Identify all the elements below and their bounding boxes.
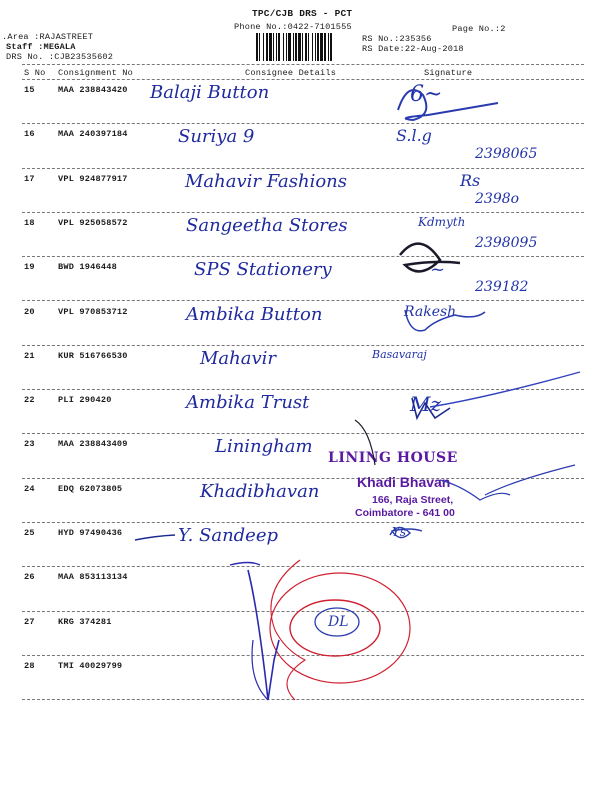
row-signature: Ys bbox=[392, 525, 407, 539]
row-consignment-number: PLI 290420 bbox=[58, 395, 112, 406]
row-consignee-handwritten: Sangeetha Stores bbox=[186, 214, 348, 236]
row-signature: 6~ bbox=[410, 82, 443, 107]
page-number: Page No.:2 bbox=[452, 24, 506, 34]
row-signature-note: 2398065 bbox=[475, 146, 538, 163]
row-signature: Rakesh bbox=[404, 303, 457, 320]
row-signature-note: 2398095 bbox=[475, 234, 538, 251]
row-signature: Rs bbox=[460, 170, 481, 190]
row-consignment-number: MAA 238843409 bbox=[58, 439, 128, 450]
row-sno: 25 bbox=[24, 528, 35, 538]
rs-date: RS Date:22-Aug-2018 bbox=[362, 44, 464, 54]
row-sno: 26 bbox=[24, 572, 35, 583]
row-consignment-number: VPL 970853712 bbox=[58, 306, 128, 317]
row-signature: S.l.g bbox=[396, 126, 432, 146]
row-consignee-handwritten: Y. Sandeep bbox=[178, 525, 279, 546]
phone-number: Phone No.:0422-7101555 bbox=[234, 22, 352, 32]
row-sno: 18 bbox=[24, 217, 35, 228]
column-header-sno: S No bbox=[24, 68, 46, 78]
row-consignment-number: KUR 516766530 bbox=[58, 350, 128, 361]
staff-label: Staff :MEGALA bbox=[6, 42, 76, 52]
row-signature-note: 2398o bbox=[475, 190, 520, 207]
row-sno: 24 bbox=[24, 483, 35, 494]
row-consignment-number: EDQ 62073805 bbox=[58, 483, 123, 494]
row-consignment-number: VPL 925058572 bbox=[58, 217, 128, 228]
row-consignment-number: MAA 238843420 bbox=[58, 85, 128, 95]
stamp-subtitle: Khadi Bhavan bbox=[357, 474, 451, 490]
row-signature: Kdmyth bbox=[418, 214, 466, 229]
row-consignee-handwritten: Mahavir Fashions bbox=[185, 170, 347, 192]
row-consignee-handwritten: Balaji Button bbox=[150, 82, 270, 103]
column-header-signature: Signature bbox=[424, 68, 473, 78]
row-consignee-handwritten: Mahavir bbox=[200, 347, 277, 369]
row-consignment-number: VPL 924877917 bbox=[58, 173, 128, 184]
area-label: .Area :RAJASTREET bbox=[2, 32, 94, 42]
row-consignee-handwritten: Liningham bbox=[215, 436, 313, 458]
row-sno: 23 bbox=[24, 439, 35, 450]
row-consignment-number: MAA 853113134 bbox=[58, 572, 128, 583]
document-title: TPC/CJB DRS - PCT bbox=[252, 8, 353, 19]
column-header-consignment: Consignment No bbox=[58, 68, 133, 78]
row-sno: 20 bbox=[24, 306, 35, 317]
row-sno: 21 bbox=[24, 350, 35, 361]
row-signature: Basavaraj bbox=[372, 347, 427, 361]
stamp-business-name: LINING HOUSE bbox=[328, 450, 458, 466]
row-consignee-handwritten: Suriya 9 bbox=[178, 126, 255, 148]
row-consignee-handwritten: Ambika Button bbox=[186, 303, 323, 325]
row-consignee-handwritten: Ambika Trust bbox=[186, 392, 310, 414]
row-consignment-number: BWD 1946448 bbox=[58, 262, 117, 273]
drs-number: DRS No. :CJB23535602 bbox=[6, 52, 114, 62]
row-sno: 19 bbox=[24, 262, 35, 273]
stamp-address: 166, Raja Street, bbox=[372, 494, 454, 506]
row-sno: 15 bbox=[24, 85, 35, 95]
row-signature: Mz bbox=[410, 392, 442, 417]
column-header-consignee: Consignee Details bbox=[245, 68, 337, 78]
row-sno: 17 bbox=[24, 173, 35, 184]
row-sno: 28 bbox=[24, 660, 35, 671]
circle-mark: DL bbox=[328, 614, 349, 630]
rs-number: RS No.:235356 bbox=[362, 34, 432, 44]
stamp-city: Coimbatore - 641 00 bbox=[355, 507, 455, 519]
row-sno: 22 bbox=[24, 395, 35, 406]
row-sno: 16 bbox=[24, 129, 35, 140]
row-consignment-number: TMI 40029799 bbox=[58, 660, 123, 671]
row-consignee-handwritten: SPS Stationery bbox=[194, 259, 332, 281]
row-consignment-number: KRG 374281 bbox=[58, 616, 112, 627]
row-sno: 27 bbox=[24, 616, 35, 627]
row-consignment-number: HYD 97490436 bbox=[58, 528, 123, 538]
row-signature-note: 239182 bbox=[475, 279, 529, 296]
row-signature: ~ bbox=[430, 259, 446, 281]
row-consignee-handwritten: Khadibhavan bbox=[200, 480, 320, 502]
row-consignment-number: MAA 240397184 bbox=[58, 129, 128, 140]
